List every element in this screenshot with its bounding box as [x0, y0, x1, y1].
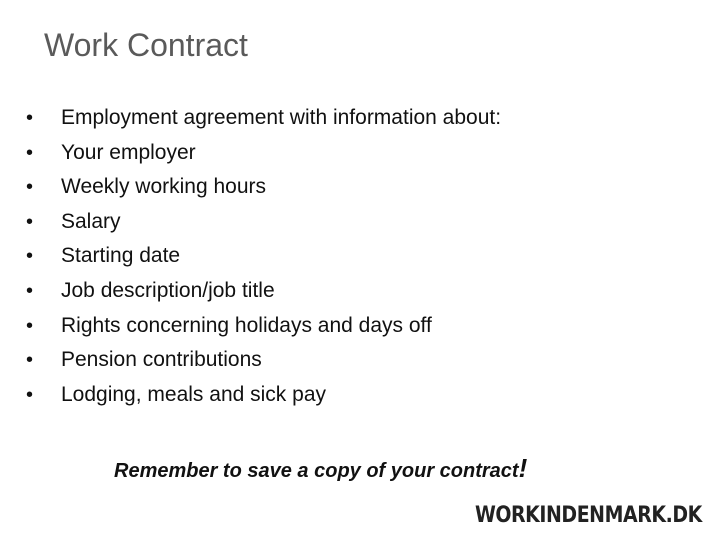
reminder-note — [114, 450, 527, 489]
list-item-text: Job description/job title — [61, 278, 275, 302]
bullet-icon: • — [26, 210, 34, 233]
bullet-icon: • — [26, 383, 34, 406]
bullet-icon: • — [26, 176, 34, 199]
list-item-text: Weekly working hours — [61, 175, 267, 199]
slide-title: Work Contract — [44, 27, 248, 63]
list-item-text: Starting date — [61, 244, 181, 268]
bullet-icon: • — [26, 279, 34, 302]
bullet-icon: • — [26, 107, 34, 129]
reminder-text: Remember to save a copy of your contract — [114, 460, 519, 482]
reminder-exclamation: ! — [518, 453, 528, 483]
bullet-icon: • — [26, 245, 34, 268]
list-item-text: Salary — [61, 209, 121, 233]
bullet-icon: • — [26, 314, 34, 337]
list-item-text: Pension contributions — [61, 348, 262, 372]
bullet-icon: • — [26, 141, 34, 164]
list-item-text: Employment agreement with information about: — [61, 106, 502, 129]
list-item-text: Your employer — [61, 140, 196, 164]
list-item-text: Rights concerning holidays and days off — [61, 313, 432, 337]
brand-logo: WORKINDENMARK.DK — [475, 503, 702, 528]
list-item-text: Lodging, meals and sick pay — [61, 382, 326, 406]
bullet-icon: • — [26, 349, 34, 372]
